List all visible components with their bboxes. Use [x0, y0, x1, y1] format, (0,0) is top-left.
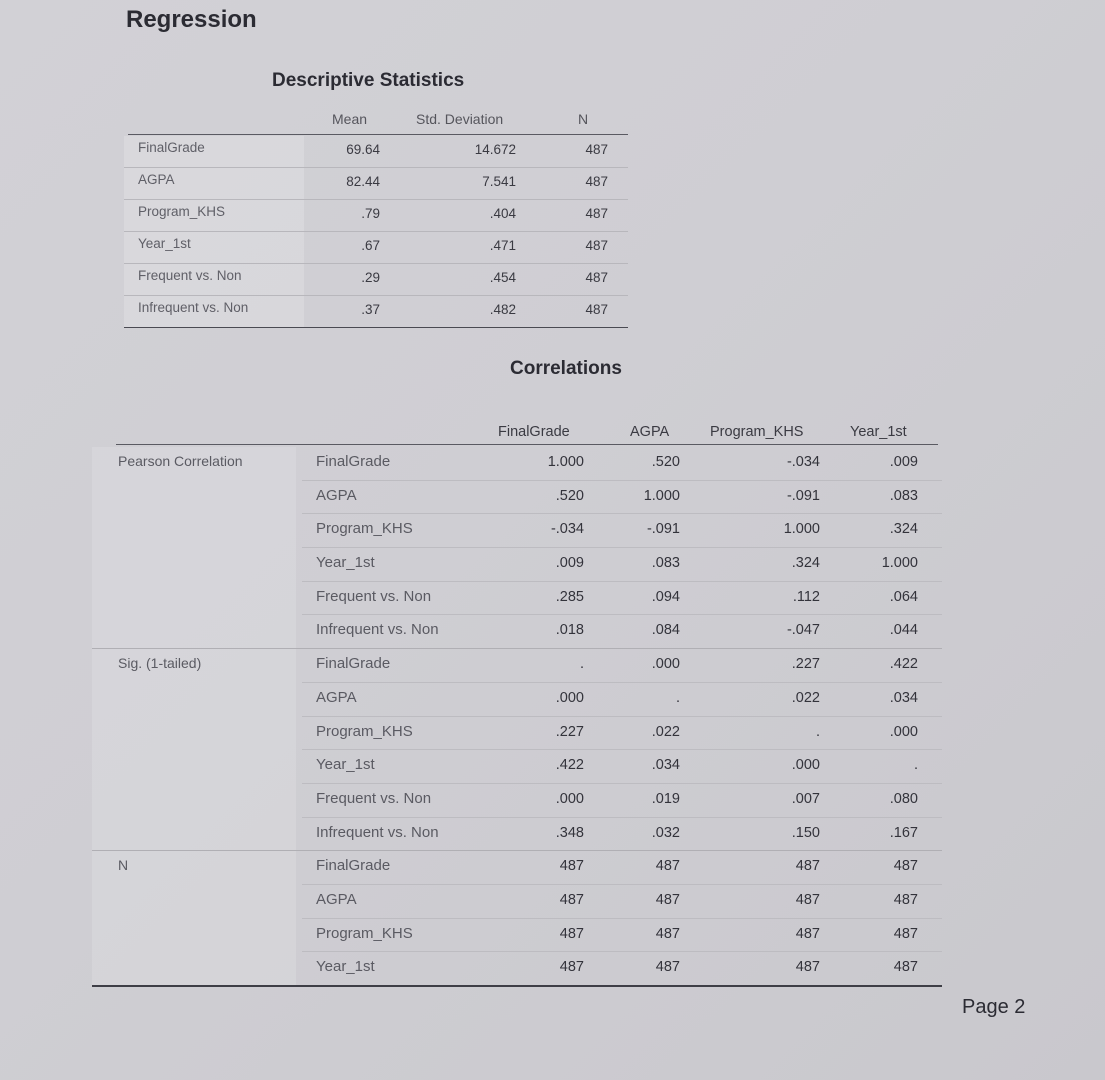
descriptive-row-label: FinalGrade: [138, 140, 205, 155]
program-khs-cell: 487: [795, 925, 820, 942]
finalgrade-cell: .018: [555, 622, 584, 639]
correlation-row-label: Infrequent vs. Non: [316, 621, 439, 639]
mean-cell: 82.44: [346, 174, 380, 189]
finalgrade-cell: 1.000: [547, 454, 584, 470]
group-label-shading: [92, 447, 296, 648]
correlation-row: [302, 717, 942, 751]
correlation-row-label: AGPA: [316, 890, 357, 908]
finalgrade-cell: 487: [559, 891, 584, 908]
program-khs-cell: 487: [795, 891, 820, 908]
group-label: Pearson Correlation: [118, 453, 243, 469]
descriptive-row-label: Year_1st: [138, 236, 191, 251]
year-1st-cell: .000: [889, 723, 918, 740]
year-1st-cell: .009: [889, 454, 918, 470]
correlation-row-label: Program_KHS: [316, 924, 413, 942]
finalgrade-column-header: FinalGrade: [498, 424, 570, 440]
agpa-cell: .083: [651, 555, 680, 572]
correlation-row: [302, 952, 942, 985]
correlation-row-label: Year_1st: [316, 554, 375, 572]
year-1st-cell: .034: [889, 689, 918, 706]
agpa-cell: 487: [655, 959, 680, 976]
correlation-row: [302, 582, 942, 616]
mean-cell: .79: [361, 206, 380, 221]
mean-cell: .29: [361, 270, 380, 285]
descriptive-row: [124, 264, 628, 296]
finalgrade-cell: .000: [555, 790, 584, 807]
correlation-row-label: Frequent vs. Non: [316, 789, 432, 807]
correlation-row: [302, 750, 942, 784]
correlation-row-label: FinalGrade: [316, 655, 391, 673]
finalgrade-cell: -.034: [550, 521, 584, 538]
mean-cell: .67: [361, 238, 380, 253]
correlations-table: [92, 447, 942, 987]
std-deviation-cell: 14.672: [474, 142, 516, 157]
agpa-column-header: AGPA: [630, 424, 670, 440]
agpa-cell: 1.000: [643, 487, 680, 504]
finalgrade-cell: .000: [555, 689, 584, 706]
finalgrade-cell: .285: [555, 588, 584, 605]
correlation-row-label: Year_1st: [316, 756, 375, 774]
year-1st-cell: .167: [889, 824, 918, 841]
correlation-row: [302, 649, 942, 683]
correlation-row-label: FinalGrade: [316, 453, 391, 470]
std-deviation-cell: 7.541: [482, 174, 516, 189]
program-khs-cell: -.091: [786, 487, 820, 504]
year-1st-cell: .324: [889, 521, 918, 538]
year-1st-cell: .080: [889, 790, 918, 807]
program-khs-cell: .112: [792, 588, 820, 605]
n-cell: 487: [585, 270, 608, 285]
n-cell: 487: [585, 174, 608, 189]
year-1st-cell: .422: [889, 656, 918, 673]
correlation-row-label: Program_KHS: [316, 520, 413, 538]
correlation-row: [302, 548, 942, 582]
finalgrade-cell: 487: [559, 858, 584, 875]
descriptive-statistics-title: Descriptive Statistics: [272, 70, 465, 91]
n-cell: 487: [585, 206, 608, 221]
finalgrade-cell: 487: [559, 959, 584, 976]
agpa-cell: .000: [651, 656, 680, 673]
correlation-row-label: AGPA: [316, 486, 357, 504]
mean-cell: .37: [361, 302, 380, 317]
descriptive-row-label: Frequent vs. Non: [138, 268, 242, 283]
correlation-row: [302, 683, 942, 717]
std-deviation-cell: .471: [489, 238, 516, 253]
finalgrade-cell: .422: [555, 757, 584, 774]
group-label: N: [118, 857, 129, 874]
correlation-group: [92, 850, 942, 985]
year-1st-cell: .064: [889, 588, 918, 605]
program-khs-cell: -.047: [786, 622, 820, 639]
program-khs-cell: 487: [795, 959, 820, 976]
correlation-row: [302, 851, 942, 885]
finalgrade-cell: .009: [555, 555, 584, 572]
agpa-cell: 487: [655, 858, 680, 875]
year-1st-cell: 487: [893, 925, 918, 942]
agpa-cell: .032: [651, 824, 680, 841]
page-heading: Regression: [126, 6, 257, 33]
descriptive-row: [124, 168, 628, 200]
program-khs-cell: .227: [791, 656, 820, 673]
year-1st-cell: .044: [889, 622, 918, 639]
correlation-row-label: Frequent vs. Non: [316, 587, 432, 605]
agpa-cell: 487: [655, 891, 680, 908]
agpa-cell: .022: [651, 723, 680, 740]
year-1st-cell: 1.000: [881, 555, 918, 572]
descriptive-row: [124, 200, 628, 232]
finalgrade-cell: .520: [555, 487, 584, 504]
program-khs-cell: .150: [791, 824, 820, 841]
correlation-row: [302, 919, 942, 953]
correlation-group: [92, 447, 942, 648]
program-khs-cell: .022: [791, 689, 820, 706]
correlation-row-label: Infrequent vs. Non: [316, 823, 439, 841]
correlation-row: [302, 514, 942, 548]
agpa-cell: -.091: [646, 521, 680, 538]
std-deviation-cell: .404: [489, 206, 516, 221]
n-cell: 487: [585, 142, 608, 157]
year-1st-cell: .083: [889, 487, 918, 504]
correlations-header-row: [116, 420, 938, 445]
descriptive-row: [124, 136, 628, 168]
correlation-row-label: FinalGrade: [316, 857, 391, 875]
descriptive-row: [124, 296, 628, 327]
year-1st-cell: 487: [893, 959, 918, 976]
correlation-row: [302, 447, 942, 481]
correlation-row: [302, 784, 942, 818]
correlation-group: [92, 648, 942, 850]
group-label: Sig. (1-tailed): [118, 655, 202, 672]
n-cell: 487: [585, 302, 608, 317]
year-1st-cell: .: [913, 757, 918, 774]
n-column-header: N: [578, 111, 589, 127]
year-1st-column-header: Year_1st: [850, 424, 907, 440]
descriptive-statistics-table: [124, 136, 628, 328]
program-khs-cell: .: [815, 723, 820, 740]
n-cell: 487: [585, 238, 608, 253]
agpa-cell: .084: [651, 622, 680, 639]
descriptive-row-label: Infrequent vs. Non: [138, 300, 249, 315]
mean-column-header: Mean: [332, 111, 368, 127]
program-khs-cell: 487: [795, 858, 820, 875]
agpa-cell: .019: [651, 790, 680, 807]
correlation-row: [302, 818, 942, 851]
finalgrade-cell: .348: [555, 824, 584, 841]
descriptive-row-label: AGPA: [138, 172, 175, 187]
std-deviation-cell: .454: [489, 270, 516, 285]
program-khs-cell: -.034: [786, 454, 820, 470]
mean-cell: 69.64: [346, 142, 380, 157]
correlations-title: Correlations: [510, 358, 622, 379]
descriptive-row-label: Program_KHS: [138, 204, 226, 219]
year-1st-cell: 487: [893, 858, 918, 875]
descriptive-row: [124, 232, 628, 264]
program-khs-column-header: Program_KHS: [710, 424, 804, 440]
agpa-cell: .094: [651, 588, 680, 605]
correlation-row-label: Year_1st: [316, 958, 375, 976]
agpa-cell: .034: [651, 757, 680, 774]
descriptive-header-row: [128, 108, 628, 135]
std-deviation-cell: .482: [489, 302, 516, 317]
agpa-cell: .520: [651, 454, 680, 470]
correlation-row-label: AGPA: [316, 688, 357, 706]
program-khs-cell: 1.000: [783, 521, 820, 538]
program-khs-cell: .324: [791, 555, 820, 572]
correlation-row: [302, 481, 942, 515]
agpa-cell: .: [675, 689, 680, 706]
group-label-shading: [92, 649, 296, 850]
year-1st-cell: 487: [893, 891, 918, 908]
program-khs-cell: .007: [791, 790, 820, 807]
agpa-cell: 487: [655, 925, 680, 942]
correlation-row: [302, 885, 942, 919]
std-deviation-column-header: Std. Deviation: [416, 111, 504, 127]
finalgrade-cell: 487: [559, 925, 584, 942]
correlation-row: [302, 615, 942, 648]
program-khs-cell: .000: [791, 757, 820, 774]
correlation-row-label: Program_KHS: [316, 722, 413, 740]
finalgrade-cell: .227: [555, 723, 584, 740]
page-number: Page 2: [962, 996, 1026, 1018]
finalgrade-cell: .: [579, 656, 584, 673]
